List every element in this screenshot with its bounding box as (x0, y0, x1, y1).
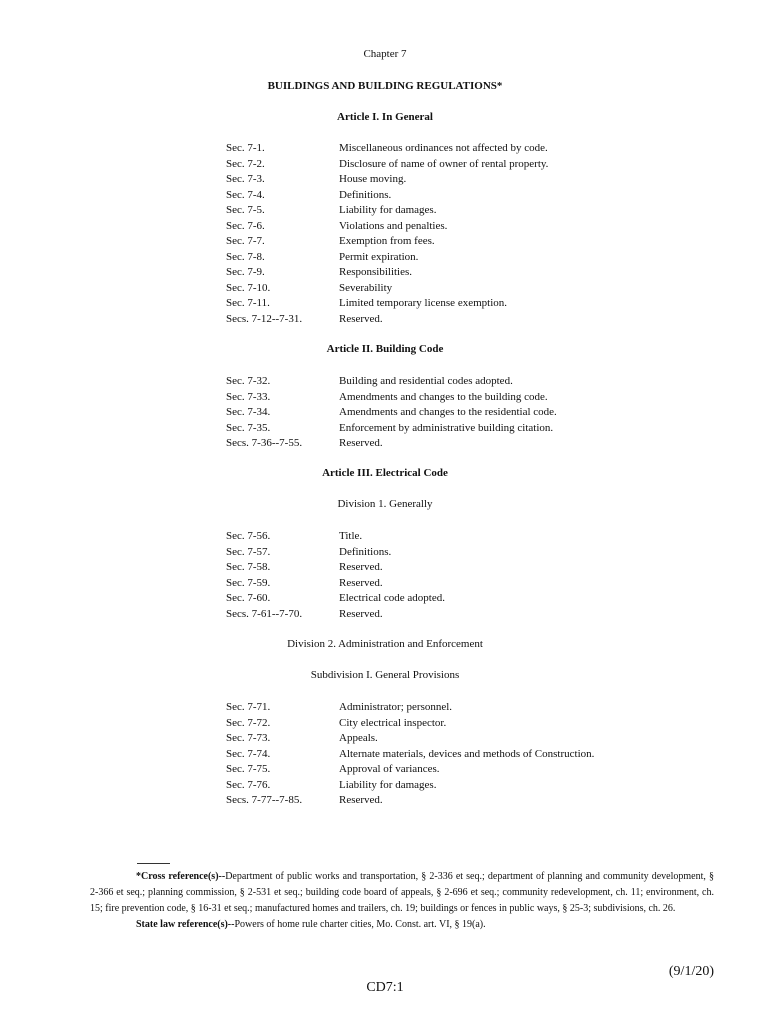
section-number: Sec. 7-11. (226, 297, 270, 309)
toc-row (226, 716, 594, 732)
section-number: Secs. 7-36--7-55. (226, 437, 303, 449)
toc-row (226, 374, 557, 390)
section-number: Sec. 7-73. (226, 732, 271, 744)
section-number: Sec. 7-6. (226, 219, 265, 232)
section-title: Approval of variances. (339, 763, 440, 775)
chapter-title: BUILDINGS AND BUILDING REGULATIONS* (267, 80, 503, 92)
division-1-heading: Division 1. Generally (337, 498, 433, 510)
toc-row (226, 234, 548, 250)
state-law-note (90, 917, 714, 933)
toc-row (226, 265, 548, 281)
section-number: Sec. 7-34. (226, 406, 271, 418)
section-title: House moving. (339, 173, 407, 185)
section-title: Appeals. (339, 732, 378, 744)
article-1-toc (226, 141, 548, 327)
section-title: Administrator; personnel. (339, 701, 453, 713)
section-number: Sec. 7-9. (226, 266, 265, 278)
section-title: Disclosure of name of owner of rental property. (339, 157, 549, 170)
section-title: Reserved. (339, 794, 383, 806)
section-title: Responsibilities. (339, 266, 413, 278)
section-number: Sec. 7-72. (226, 716, 271, 729)
section-number: Sec. 7-58. (226, 561, 271, 573)
toc-row (226, 793, 594, 809)
toc-row (226, 141, 548, 157)
article-1-heading: Article I. In General (337, 111, 433, 123)
section-title: Exemption from fees. (339, 235, 435, 247)
section-number: Sec. 7-33. (226, 390, 271, 403)
section-title: City electrical inspector. (339, 716, 447, 729)
section-title: Reserved. (339, 561, 383, 573)
footnote (90, 869, 714, 933)
toc-row (226, 281, 548, 297)
revision-date: (9/1/20) (668, 964, 714, 979)
cross-reference-text: Department of public works and transportation, § 2-336 et seq.; department of planning and community development, § 2-366 et seq.; planning commission, § 2-531 et seq.; building code board of appeals, § 2-696 et seq.; community redevelopment, ch. 11; environment, ch. 15; fire prevention code, § 16-31 et seq.; manufactured homes and trailers, ch. 19; buildings or fences in public ways, § 25-3; subdivisions, ch. 26. (90, 871, 714, 914)
section-title: Permit expiration. (339, 250, 419, 263)
section-number: Sec. 7-60. (226, 592, 271, 604)
subdivision-1-toc (226, 700, 594, 809)
section-title: Miscellaneous ordinances not affected by code. (339, 142, 548, 154)
section-number: Sec. 7-32. (226, 375, 271, 387)
toc-row (226, 529, 445, 545)
toc-row (226, 591, 445, 607)
toc-row (226, 203, 548, 219)
state-law-text: Powers of home rule charter cities, Mo. Const. art. VI, § 19(a). (234, 919, 486, 930)
toc-row (226, 731, 594, 747)
section-title: Violations and penalties. (339, 219, 448, 232)
cross-reference-note (90, 869, 714, 917)
page-number: CD7:1 (366, 980, 404, 995)
toc-row (226, 405, 557, 421)
section-number: Sec. 7-76. (226, 778, 271, 791)
toc-row (226, 700, 594, 716)
toc-row (226, 778, 594, 794)
section-number: Sec. 7-75. (226, 763, 271, 775)
toc-row (226, 188, 548, 204)
division-1-toc (226, 529, 445, 622)
section-title: Liability for damages. (339, 204, 437, 216)
section-title: Amendments and changes to the residential code. (339, 406, 557, 418)
section-number: Sec. 7-56. (226, 530, 271, 542)
toc-row (226, 436, 557, 452)
toc-row (226, 560, 445, 576)
toc-row (226, 747, 594, 763)
section-number: Sec. 7-4. (226, 188, 265, 201)
section-title: Enforcement by administrative building citation. (339, 421, 554, 434)
toc-row (226, 762, 594, 778)
section-number: Sec. 7-5. (226, 204, 265, 216)
section-title: Reserved. (339, 437, 383, 449)
section-number: Secs. 7-77--7-85. (226, 794, 303, 806)
subdivision-1-heading: Subdivision I. General Provisions (310, 669, 460, 681)
section-number: Sec. 7-3. (226, 173, 265, 185)
section-title: Limited temporary license exemption. (339, 297, 508, 309)
section-number: Sec. 7-1. (226, 142, 265, 154)
article-2-heading: Article II. Building Code (326, 343, 444, 355)
toc-row (226, 296, 548, 312)
section-title: Title. (339, 530, 363, 542)
toc-row (226, 312, 548, 328)
division-2-heading: Division 2. Administration and Enforcement (287, 638, 483, 650)
section-number: Sec. 7-2. (226, 157, 265, 170)
section-title: Electrical code adopted. (339, 592, 445, 604)
section-title: Reserved. (339, 576, 383, 589)
footnote-divider (137, 863, 170, 864)
section-number: Sec. 7-7. (226, 235, 265, 247)
section-number: Sec. 7-35. (226, 421, 271, 434)
toc-row (226, 576, 445, 592)
section-title: Reserved. (339, 607, 383, 620)
section-number: Sec. 7-8. (226, 250, 265, 263)
section-title: Alternate materials, devices and methods of Construction. (339, 747, 595, 760)
toc-row (226, 545, 445, 561)
toc-row (226, 157, 548, 173)
section-number: Sec. 7-57. (226, 545, 271, 558)
chapter-label: Chapter 7 (363, 48, 407, 60)
toc-row (226, 250, 548, 266)
cross-reference-label: *Cross reference(s)-- (136, 871, 226, 882)
toc-row (226, 172, 548, 188)
toc-row (226, 390, 557, 406)
section-title: Building and residential codes adopted. (339, 375, 513, 387)
section-number: Secs. 7-12--7-31. (226, 312, 303, 325)
section-title: Definitions. (339, 188, 392, 201)
toc-row (226, 607, 445, 623)
section-title: Reserved. (339, 312, 383, 325)
section-title: Severability (339, 281, 393, 294)
article-2-toc (226, 374, 557, 452)
section-number: Sec. 7-71. (226, 701, 271, 713)
article-3-heading: Article III. Electrical Code (322, 467, 448, 479)
section-title: Liability for damages. (339, 778, 437, 791)
section-title: Definitions. (339, 545, 392, 558)
section-number: Sec. 7-10. (226, 281, 271, 294)
toc-row (226, 421, 557, 437)
section-number: Sec. 7-59. (226, 576, 271, 589)
section-number: Secs. 7-61--7-70. (226, 607, 303, 620)
state-law-label: State law reference(s)-- (136, 919, 235, 930)
section-number: Sec. 7-74. (226, 747, 271, 760)
toc-row (226, 219, 548, 235)
section-title: Amendments and changes to the building code. (339, 390, 548, 403)
